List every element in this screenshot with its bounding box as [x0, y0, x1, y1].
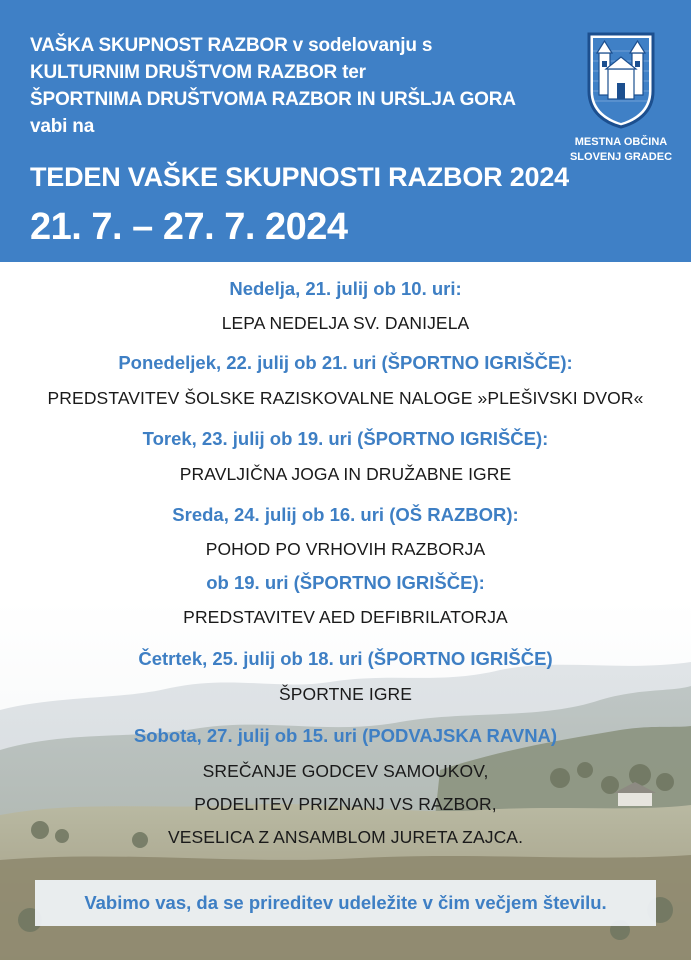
intro-line: VAŠKA SKUPNOST RAZBOR v sodelovanju s — [30, 35, 433, 56]
activity: POHOD PO VRHOVIH RAZBORJA — [205, 539, 486, 559]
activity: ŠPORTNE IGRE — [278, 684, 413, 704]
event-dates: 21. 7. – 27. 7. 2024 — [30, 206, 348, 248]
day-heading: Sreda, 24. julij ob 16. uri (OŠ RAZBOR): — [172, 504, 519, 525]
day-heading: Torek, 23. julij ob 19. uri (ŠPORTNO IGRIŠČE): — [142, 428, 549, 449]
municipality-name — [562, 135, 680, 165]
organizers-intro — [30, 32, 570, 140]
activity: PREDSTAVITEV AED DEFIBRILATORJA — [183, 607, 508, 627]
day-heading: Ponedeljek, 22. julij ob 21. uri (ŠPORTNO IGRIŠČE): — [118, 352, 573, 373]
activity: SREČANJE GODCEV SAMOUKOV, — [202, 761, 489, 781]
municipality-line: SLOVENJ GRADEC — [569, 151, 673, 163]
intro-line: vabi na — [30, 116, 95, 137]
intro-line: ŠPORTNIMA DRUŠTVOMA RAZBOR IN URŠLJA GORA — [30, 89, 516, 110]
invitation-text: Vabimo vas, da se prireditev udeležite v čim večjem številu. — [84, 892, 607, 913]
intro-line: KULTURNIM DRUŠTVOM RAZBOR ter — [30, 62, 366, 83]
day-heading: Sobota, 27. julij ob 15. uri (PODVAJSKA RAVNA) — [133, 725, 558, 746]
day-heading: Četrtek, 25. julij ob 18. uri (ŠPORTNO IGRIŠČE) — [138, 648, 553, 669]
activity: PREDSTAVITEV ŠOLSKE RAZISKOVALNE NALOGE »PLEŠIVSKI DVOR« — [47, 388, 644, 408]
time-heading: ob 19. uri (ŠPORTNO IGRIŠČE): — [206, 572, 485, 593]
activity: PODELITEV PRIZNANJ VS RAZBOR, — [194, 794, 497, 814]
municipality-line: MESTNA OBČINA — [574, 136, 668, 148]
day-heading: Nedelja, 21. julij ob 10. uri: — [229, 278, 462, 299]
header-band — [0, 0, 691, 262]
activity: LEPA NEDELJA SV. DANIJELA — [221, 313, 470, 333]
event-title: TEDEN VAŠKE SKUPNOSTI RAZBOR 2024 — [30, 162, 570, 192]
activity: VESELICA Z ANSAMBLOM JURETA ZAJCA. — [167, 827, 524, 847]
invitation-box — [35, 880, 656, 926]
activity: PRAVLJIČNA JOGA IN DRUŽABNE IGRE — [179, 464, 512, 484]
town-crest-icon — [586, 31, 656, 129]
